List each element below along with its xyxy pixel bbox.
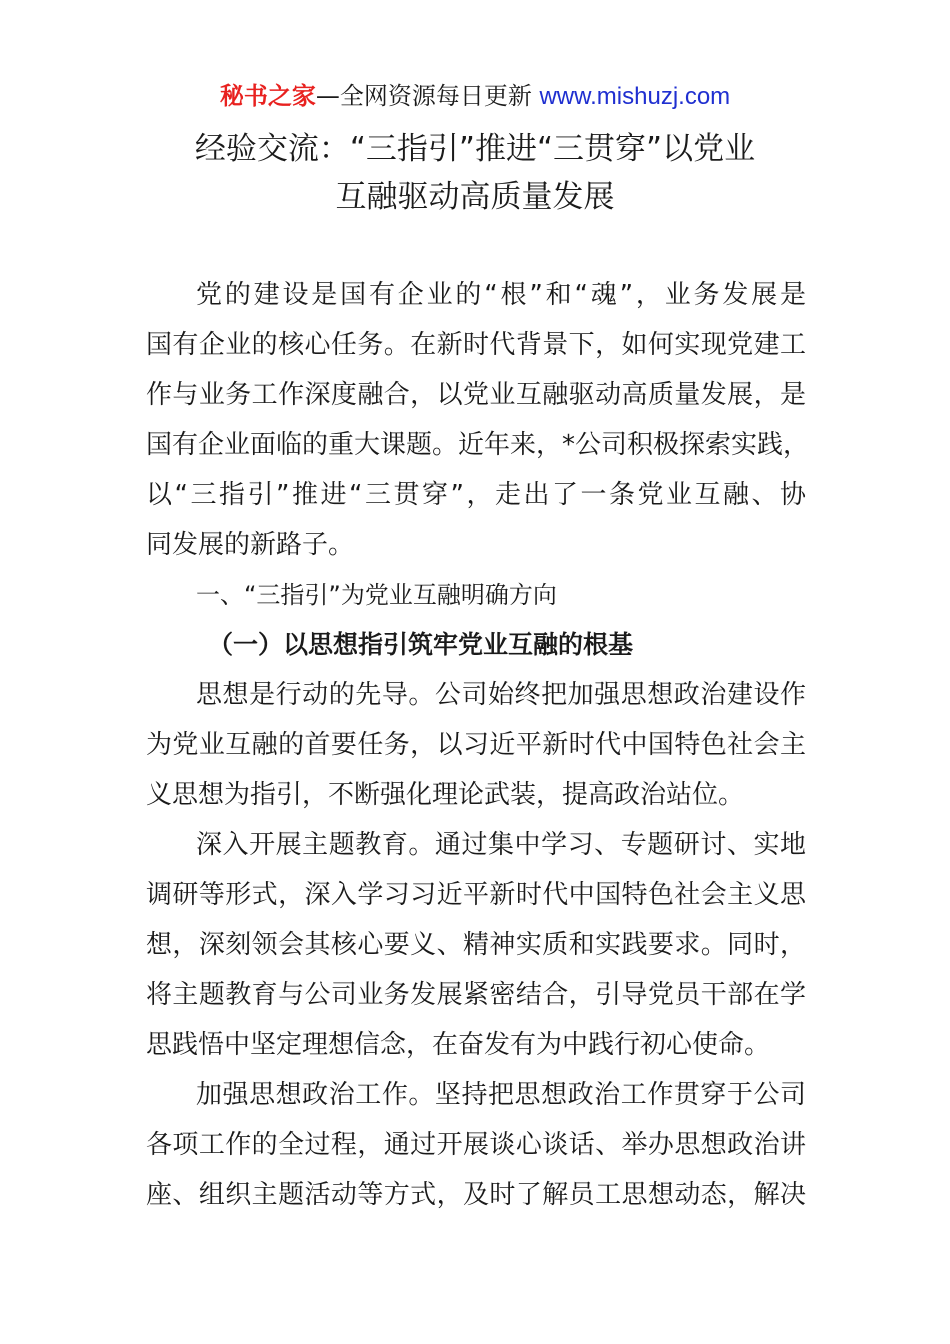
subsection-heading: （一）以思想指引筑牢党业互融的根基: [208, 630, 634, 659]
section-heading: 一、“三指引”为党业互融明确方向: [196, 581, 557, 609]
paragraph-line: 以“三指引”推进“三贯穿”，走出了一条党业互融、协: [146, 480, 806, 510]
paragraph-line: 同发展的新路子。: [146, 530, 355, 560]
paragraph-line: 国有企业面临的重大课题。近年来，*公司积极探索实践，: [146, 430, 810, 460]
paragraph-line: 座、组织主题活动等方式，及时了解员工思想动态，解决: [146, 1180, 806, 1210]
paragraph-line: 为党业互融的首要任务，以习近平新时代中国特色社会主: [146, 730, 806, 760]
document-title-line-1: 经验交流：“三指引”推进“三贯穿”以党业: [194, 131, 756, 167]
paragraph-line: 调研等形式，深入学习习近平新时代中国特色社会主义思: [146, 880, 806, 910]
paragraph-line: 思践悟中坚定理想信念，在奋发有为中践行初心使命。: [146, 1030, 771, 1060]
paragraph-line: 作与业务工作深度融合，以党业互融驱动高质量发展，是: [146, 380, 806, 410]
paragraph-line: 国有企业的核心任务。在新时代背景下，如何实现党建工: [146, 330, 806, 360]
site-header: [0, 80, 950, 113]
brand-name: 秘书之家: [219, 82, 316, 110]
paragraph-line: 思想是行动的先导。公司始终把加强思想政治建设作: [196, 680, 806, 710]
paragraph-line: 想，深刻领会其核心要义、精神实质和实践要求。同时，: [146, 930, 806, 960]
paragraph-line: 将主题教育与公司业务发展紧密结合，引导党员干部在学: [146, 980, 806, 1010]
paragraph-line: 深入开展主题教育。通过集中学习、专题研讨、实地: [196, 830, 806, 860]
document-title-line-2: 互融驱动高质量发展: [335, 179, 615, 215]
paragraph-line: 加强思想政治工作。坚持把思想政治工作贯穿于公司: [196, 1080, 806, 1110]
paragraph-line: 党的建设是国有企业的“根”和“魂”，业务发展是: [196, 280, 806, 310]
paragraph-line: 各项工作的全过程，通过开展谈心谈话、举办思想政治讲: [146, 1130, 806, 1160]
header-tagline: —全网资源每日更新: [315, 82, 540, 110]
site-url[interactable]: www.mishuzj.com: [539, 83, 731, 110]
paragraph-line: 义思想为指引，不断强化理论武装，提高政治站位。: [146, 780, 745, 810]
